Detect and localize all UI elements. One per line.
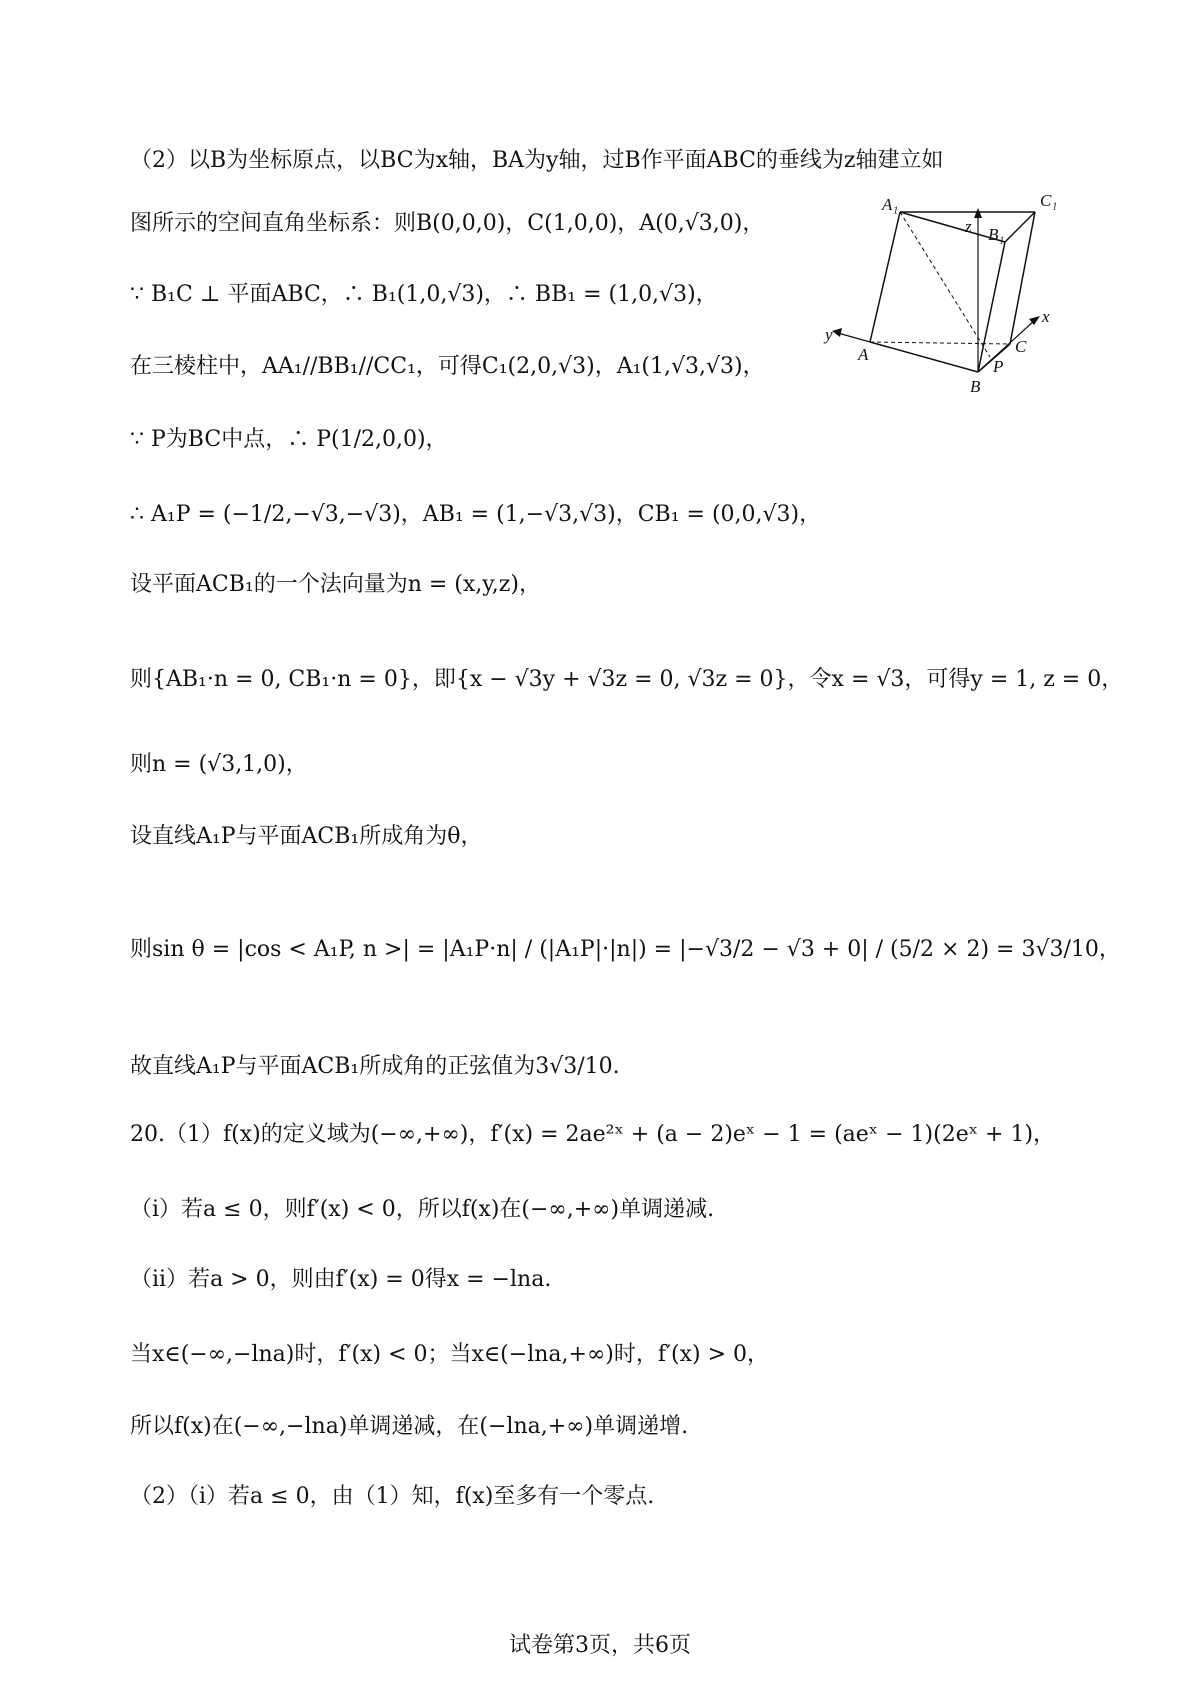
label-b: B: [970, 377, 981, 396]
text-line: 故直线A₁P与平面ACB₁所成角的正弦值为3√3/10.: [130, 1054, 620, 1079]
text-line: （i）若a ≤ 0，则f′(x) < 0，所以f(x)在(−∞,+∞)单调递减.: [130, 1197, 715, 1222]
triangular-prism-diagram: [820, 192, 1080, 432]
text-line: 设平面ACB₁的一个法向量为n = (x,y,z)，: [130, 572, 541, 597]
text-line: 设直线A₁P与平面ACB₁所成角为θ，: [130, 824, 483, 849]
label-z: z: [965, 217, 972, 236]
label-b1: B₁: [988, 225, 1005, 244]
label-a1: A₁: [882, 195, 899, 214]
text-line: ∵ B₁C ⊥ 平面ABC，∴ B₁(1,0,√3)，∴ BB₁ = (1,0,√3)，: [130, 282, 718, 307]
text-line: （2）以B为坐标原点，以BC为x轴，BA为y轴，过B作平面ABC的垂线为z轴建立如: [130, 148, 944, 173]
page-footer: 试卷第3页，共6页: [509, 1633, 691, 1658]
label-x: x: [1042, 307, 1050, 326]
text-line: （ii）若a > 0，则由f′(x) = 0得x = −lna.: [130, 1267, 552, 1292]
text-line: 则n = (√3,1,0)，: [130, 752, 308, 777]
text-line: 当x∈(−∞,−lna)时，f′(x) < 0；当x∈(−lna,+∞)时，f′(x) > 0，: [130, 1342, 769, 1367]
text-line: 图所示的空间直角坐标系：则B(0,0,0)，C(1,0,0)，A(0,√3,0)，: [130, 211, 765, 236]
label-a: A: [858, 345, 869, 364]
text-line: ∵ P为BC中点，∴ P(1/2,0,0)，: [130, 427, 448, 452]
label-c1: C₁: [1040, 192, 1058, 210]
text-line: ∴ A₁P = (−1/2,−√3,−√3)，AB₁ = (1,−√3,√3)，CB₁ = (0,0,√3)，: [130, 502, 822, 527]
text-line: 20.（1）f(x)的定义域为(−∞,+∞)，f′(x) = 2ae²ˣ + (a − 2)eˣ − 1 = (aeˣ − 1)(2eˣ + 1)，: [130, 1122, 1056, 1147]
label-p: P: [993, 357, 1004, 376]
text-line: 所以f(x)在(−∞,−lna)单调递减，在(−lna,+∞)单调递增.: [130, 1414, 689, 1439]
label-c: C: [1015, 337, 1027, 356]
prism-figure: [820, 192, 1080, 432]
text-line: 在三棱柱中，AA₁//BB₁//CC₁，可得C₁(2,0,√3)，A₁(1,√3,√3)，: [130, 354, 765, 379]
text-line: 则sin θ = |cos < A₁P, n >| = |A₁P·n| / (|A₁P|·|n|) = |−√3/2 − √3 + 0| / (5/2 × 2) = 3√3/10，: [130, 937, 1121, 962]
text-line: 则{AB₁·n = 0, CB₁·n = 0}，即{x − √3y + √3z = 0, √3z = 0}，令x = √3，可得y = 1, z = 0，: [130, 667, 1124, 692]
label-y: y: [825, 325, 833, 344]
text-line: （2）（i）若a ≤ 0，由（1）知，f(x)至多有一个零点.: [130, 1484, 655, 1509]
